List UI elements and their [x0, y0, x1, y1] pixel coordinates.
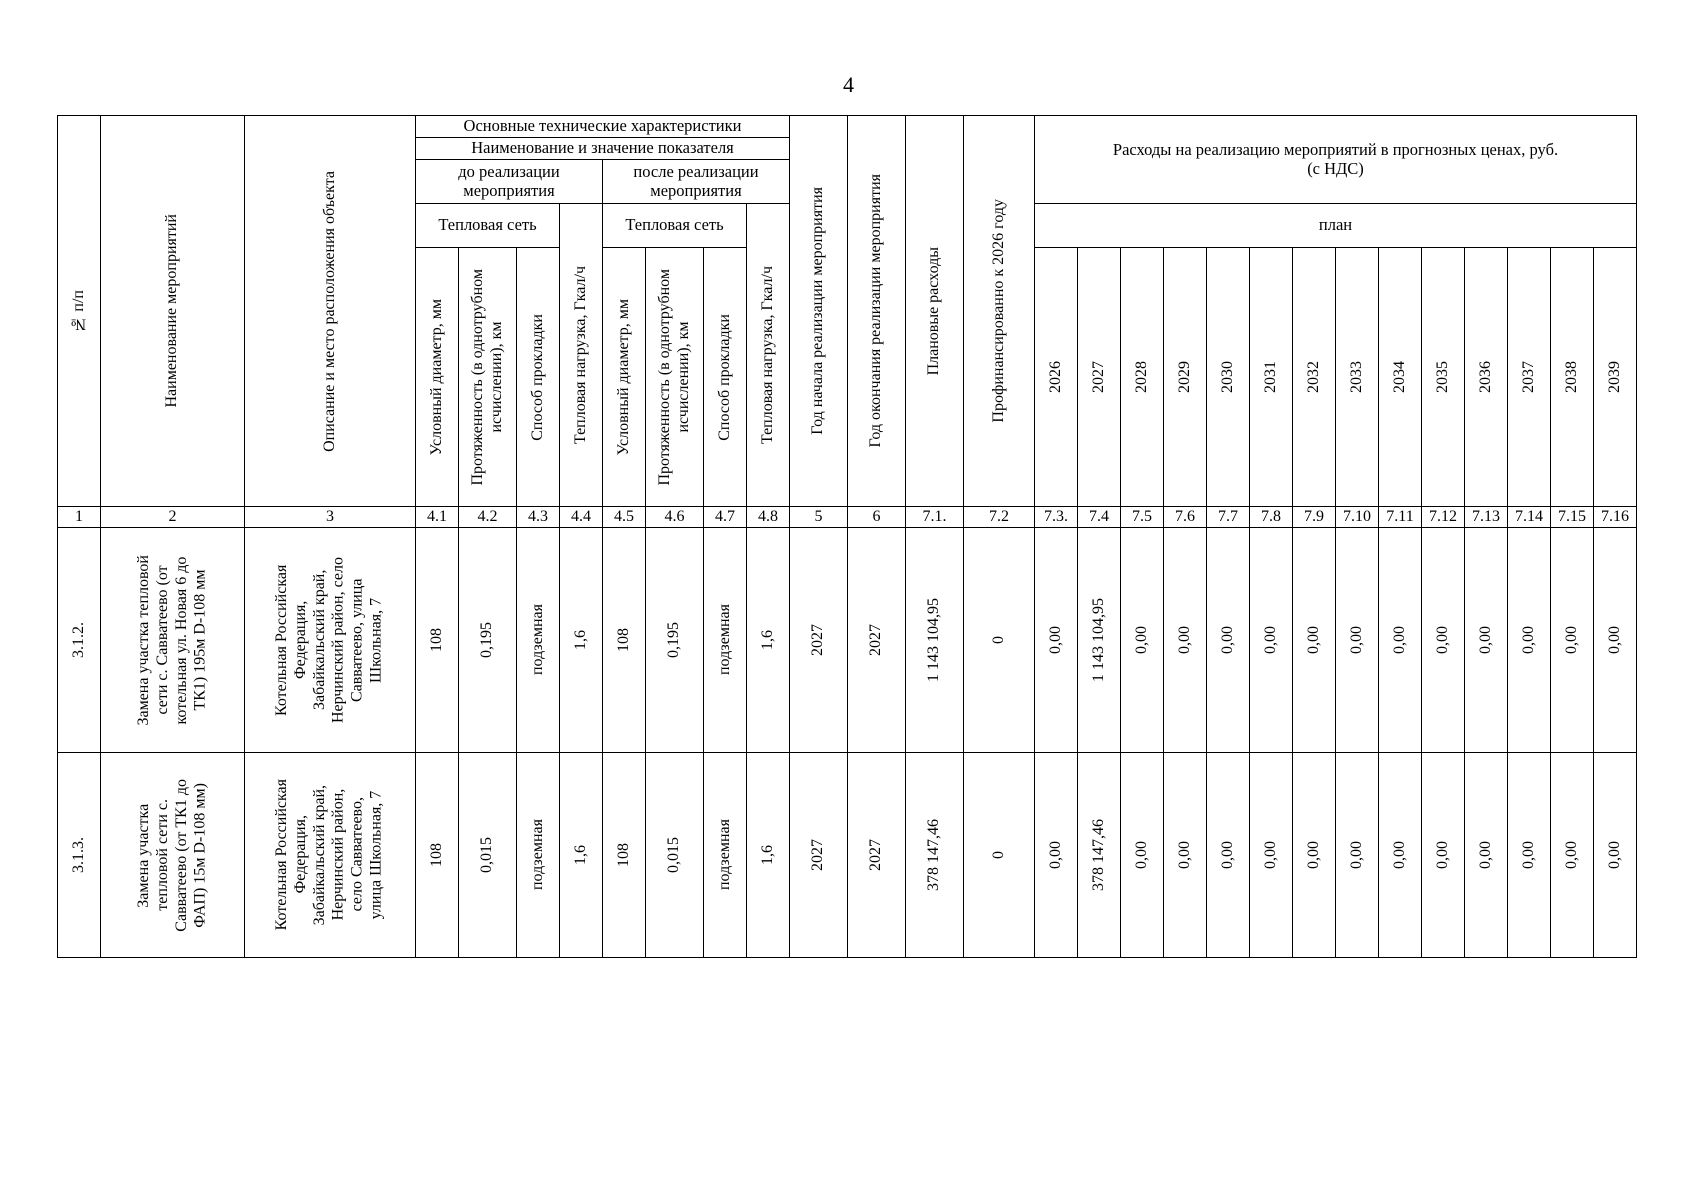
- cell-year-2033: 0,00: [1336, 528, 1379, 753]
- header-after: после реализации мероприятия: [603, 160, 790, 204]
- cell-lay-after: подземная: [704, 528, 747, 753]
- cell-lay-after: подземная: [704, 753, 747, 958]
- cell-year-2033: 0,00: [1336, 753, 1379, 958]
- header-year-start: Год начала реализации мероприятия: [790, 116, 848, 507]
- table-row: [58, 528, 1637, 753]
- cell-year-2029: 0,00: [1164, 753, 1207, 958]
- header-description: Описание и место расположения объекта: [245, 116, 416, 507]
- header-year-2030: 2030: [1207, 248, 1250, 507]
- column-number: 4.7: [704, 507, 747, 528]
- column-number: 7.6: [1164, 507, 1207, 528]
- header-year-2036: 2036: [1465, 248, 1508, 507]
- cell-year-2034: 0,00: [1379, 528, 1422, 753]
- column-number: 2: [101, 507, 245, 528]
- header-year-2029: 2029: [1164, 248, 1207, 507]
- cell-name: Замена участка тепловой сети с. Савватеево (от котельная ул. Новая 6 до ТК1) 195м D-108 мм: [101, 528, 245, 753]
- header-year-2037: 2037: [1508, 248, 1551, 507]
- column-number: 7.11: [1379, 507, 1422, 528]
- numbering-row: [58, 507, 1637, 528]
- table-row: [58, 753, 1637, 958]
- header-length-after: Протяженность (в однотрубном исчислении), км: [646, 248, 704, 507]
- cell-len-after: 0,015: [646, 753, 704, 958]
- column-number: 4.1: [416, 507, 459, 528]
- column-number: 5: [790, 507, 848, 528]
- cell-description: Котельная Российская Федерация, Забайкальский край, Нерчинский район, село Савватеево, улица Школьная, 7: [245, 753, 416, 958]
- cell-year-2031: 0,00: [1250, 528, 1293, 753]
- cell-year-2037: 0,00: [1508, 753, 1551, 958]
- column-number: 4.3: [517, 507, 560, 528]
- cell-year-start: 2027: [790, 528, 848, 753]
- header-year-2026: 2026: [1035, 248, 1078, 507]
- header-year-2039: 2039: [1594, 248, 1637, 507]
- header-diameter-before: Условный диаметр, мм: [416, 248, 459, 507]
- column-number: 7.8: [1250, 507, 1293, 528]
- header-prefinanced: Профинансированно к 2026 году: [964, 116, 1035, 507]
- cell-year-2037: 0,00: [1508, 528, 1551, 753]
- cell-year-start: 2027: [790, 753, 848, 958]
- header-load-after: Тепловая нагрузка, Гкал/ч: [747, 204, 790, 507]
- column-number: 7.15: [1551, 507, 1594, 528]
- header-planned: Плановые расходы: [906, 116, 964, 507]
- cell-year-end: 2027: [848, 528, 906, 753]
- header-year-2027: 2027: [1078, 248, 1121, 507]
- cell-prefinanced: 0: [964, 753, 1035, 958]
- cell-len-before: 0,015: [459, 753, 517, 958]
- cell-year-2032: 0,00: [1293, 528, 1336, 753]
- cell-year-2028: 0,00: [1121, 753, 1164, 958]
- cell-diam-before: 108: [416, 528, 459, 753]
- header-costs: Расходы на реализацию мероприятий в прогнозных ценах, руб. (с НДС): [1035, 116, 1637, 204]
- cell-year-2034: 0,00: [1379, 753, 1422, 958]
- cell-year-2030: 0,00: [1207, 753, 1250, 958]
- cell-planned: 1 143 104,95: [906, 528, 964, 753]
- cell-load-before: 1,6: [560, 753, 603, 958]
- column-number: 7.12: [1422, 507, 1465, 528]
- cell-year-2035: 0,00: [1422, 528, 1465, 753]
- cell-description: Котельная Российская Федерация, Забайкальский край, Нерчинский район, село Савватеево, улица Школьная, 7: [245, 528, 416, 753]
- cell-prefinanced: 0: [964, 528, 1035, 753]
- column-number: 4.8: [747, 507, 790, 528]
- cell-year-2031: 0,00: [1250, 753, 1293, 958]
- header-year-end: Год окончания реализации мероприятия: [848, 116, 906, 507]
- cell-year-2038: 0,00: [1551, 753, 1594, 958]
- cell-year-2027: 1 143 104,95: [1078, 528, 1121, 753]
- header-heat-network-after: Тепловая сеть: [603, 204, 747, 248]
- cell-year-2028: 0,00: [1121, 528, 1164, 753]
- cell-year-2030: 0,00: [1207, 528, 1250, 753]
- cell-name: Замена участка тепловой сети с. Савватеево (от ТК1 до ФАП) 15м D-108 мм): [101, 753, 245, 958]
- cell-year-2039: 0,00: [1594, 753, 1637, 958]
- header-laying-before: Способ прокладки: [517, 248, 560, 507]
- cell-year-2026: 0,00: [1035, 753, 1078, 958]
- column-number: 3: [245, 507, 416, 528]
- cell-diam-after: 108: [603, 753, 646, 958]
- header-year-2035: 2035: [1422, 248, 1465, 507]
- header-plan: план: [1035, 204, 1637, 248]
- header-name: Наименование мероприятий: [101, 116, 245, 507]
- header-num: № п/п: [58, 116, 101, 507]
- cell-year-2027: 378 147,46: [1078, 753, 1121, 958]
- column-number: 4.2: [459, 507, 517, 528]
- cell-year-2038: 0,00: [1551, 528, 1594, 753]
- header-load-before: Тепловая нагрузка, Гкал/ч: [560, 204, 603, 507]
- investment-table: [57, 115, 1637, 958]
- column-number: 4.4: [560, 507, 603, 528]
- cell-year-end: 2027: [848, 753, 906, 958]
- column-number: 7.2: [964, 507, 1035, 528]
- cell-load-after: 1,6: [747, 753, 790, 958]
- header-heat-network-before: Тепловая сеть: [416, 204, 560, 248]
- cell-year-2039: 0,00: [1594, 528, 1637, 753]
- column-number: 7.9: [1293, 507, 1336, 528]
- cell-num: 3.1.2.: [58, 528, 101, 753]
- column-number: 7.10: [1336, 507, 1379, 528]
- cell-planned: 378 147,46: [906, 753, 964, 958]
- cell-load-before: 1,6: [560, 528, 603, 753]
- header-tech-main: Основные технические характеристики: [416, 116, 790, 138]
- column-number: 7.3.: [1035, 507, 1078, 528]
- column-number: 1: [58, 507, 101, 528]
- cell-year-2026: 0,00: [1035, 528, 1078, 753]
- header-laying-after: Способ прокладки: [704, 248, 747, 507]
- cell-len-after: 0,195: [646, 528, 704, 753]
- cell-len-before: 0,195: [459, 528, 517, 753]
- column-number: 7.13: [1465, 507, 1508, 528]
- header-tech-sub: Наименование и значение показателя: [416, 138, 790, 160]
- cell-num: 3.1.3.: [58, 753, 101, 958]
- column-number: 7.5: [1121, 507, 1164, 528]
- cell-year-2036: 0,00: [1465, 753, 1508, 958]
- header-year-2038: 2038: [1551, 248, 1594, 507]
- cell-lay-before: подземная: [517, 528, 560, 753]
- column-number: 4.6: [646, 507, 704, 528]
- column-number: 7.7: [1207, 507, 1250, 528]
- header-before: до реализации мероприятия: [416, 160, 603, 204]
- column-number: 4.5: [603, 507, 646, 528]
- cell-load-after: 1,6: [747, 528, 790, 753]
- column-number: 7.14: [1508, 507, 1551, 528]
- header-diameter-after: Условный диаметр, мм: [603, 248, 646, 507]
- cell-year-2036: 0,00: [1465, 528, 1508, 753]
- column-number: 7.4: [1078, 507, 1121, 528]
- header-year-2033: 2033: [1336, 248, 1379, 507]
- cell-year-2035: 0,00: [1422, 753, 1465, 958]
- page-number: 4: [843, 72, 854, 97]
- header-year-2031: 2031: [1250, 248, 1293, 507]
- cell-year-2029: 0,00: [1164, 528, 1207, 753]
- cell-year-2032: 0,00: [1293, 753, 1336, 958]
- cell-diam-before: 108: [416, 753, 459, 958]
- column-number: 7.16: [1594, 507, 1637, 528]
- column-number: 7.1.: [906, 507, 964, 528]
- cell-diam-after: 108: [603, 528, 646, 753]
- cell-lay-before: подземная: [517, 753, 560, 958]
- column-number: 6: [848, 507, 906, 528]
- header-year-2032: 2032: [1293, 248, 1336, 507]
- header-length-before: Протяженность (в однотрубном исчислении), км: [459, 248, 517, 507]
- header-year-2034: 2034: [1379, 248, 1422, 507]
- header-year-2028: 2028: [1121, 248, 1164, 507]
